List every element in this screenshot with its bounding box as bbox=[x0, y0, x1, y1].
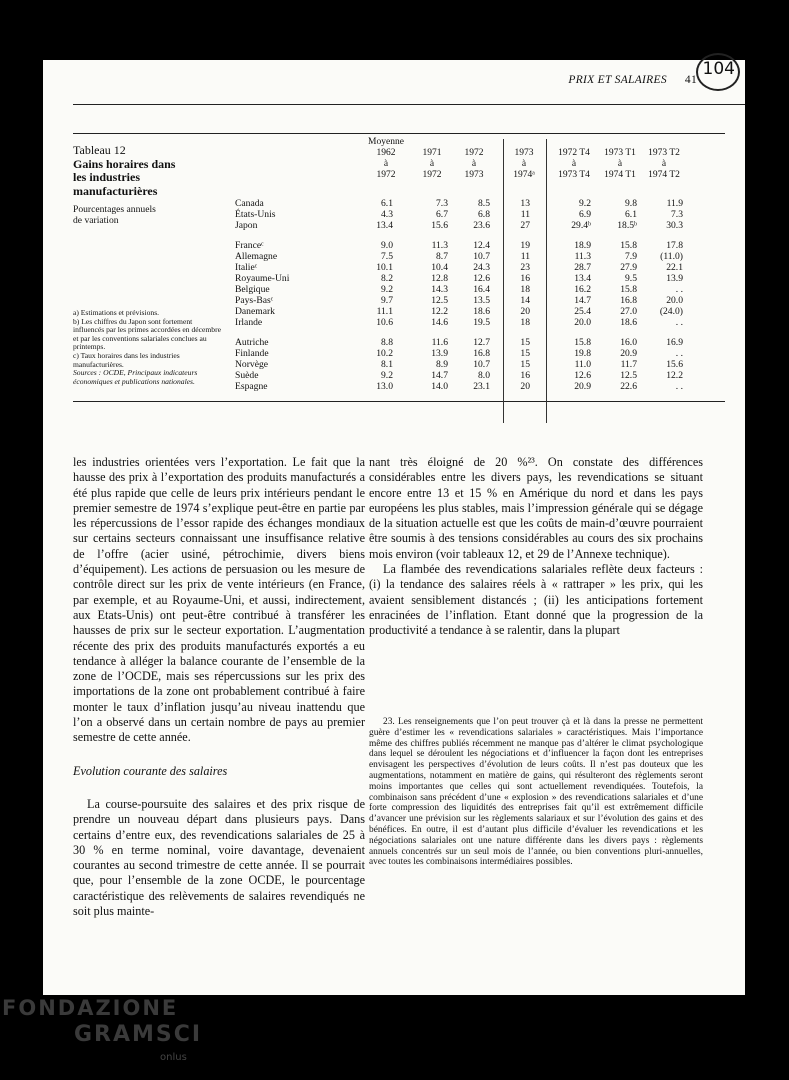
table-cell: 15.8 bbox=[620, 284, 637, 295]
table-bottom-rule bbox=[73, 401, 725, 402]
table-cell: 9.5 bbox=[625, 273, 637, 284]
handwritten-number: 104 bbox=[702, 59, 735, 79]
paragraph: La course-poursuite des salaires et des prix risque de prendre un nouveau départ dans plusieurs pays. Dans certains d’entre eux, des revendications salariales de 25 à 30 % en terme nominal, voire davantage, devenaient courantes au second trimestre de cette année. Il se pourrait que, pour l’ensemble de la zone OCDE, le pourcentage caractéristique des relèvements de salaires revendiqués ne soit plus mainte- bbox=[73, 796, 365, 919]
table-row-country: Belgique bbox=[235, 284, 270, 295]
column-header: Moyenne 1962 à 1972 bbox=[368, 137, 404, 180]
table-cell: 13.9 bbox=[666, 273, 683, 284]
table-cell: 30.3 bbox=[666, 220, 683, 231]
table-cell: 9.7 bbox=[381, 295, 393, 306]
table-cell: 16.9 bbox=[666, 337, 683, 348]
table-cell: 18.9 bbox=[574, 240, 591, 251]
table-cell: 6.7 bbox=[436, 209, 448, 220]
table-row-country: États-Unis bbox=[235, 209, 276, 220]
table-cell: 18.5ᵇ bbox=[617, 220, 637, 231]
table-cell: 9.2 bbox=[579, 198, 591, 209]
table-cell: 12.7 bbox=[473, 337, 490, 348]
table-cell: 18.6 bbox=[620, 317, 637, 328]
section-heading: Evolution courante des salaires bbox=[73, 763, 228, 778]
table-cell: . . bbox=[675, 317, 683, 328]
table-cell: 18 bbox=[520, 317, 530, 328]
table-cell: 11.3 bbox=[431, 240, 448, 251]
table-row-country: Allemagne bbox=[235, 251, 278, 262]
table-cell: 11 bbox=[520, 251, 530, 262]
table-cell: 22.1 bbox=[666, 262, 683, 273]
table-cell: 23.1 bbox=[473, 381, 490, 392]
table-cell: 9.8 bbox=[625, 198, 637, 209]
table-row-country: Autriche bbox=[235, 337, 269, 348]
left-column bbox=[73, 455, 365, 919]
table-row-country: Japon bbox=[235, 220, 258, 231]
table-number: Tableau 12 bbox=[73, 143, 126, 157]
table-row-country: Irlande bbox=[235, 317, 263, 328]
table-cell: 11.9 bbox=[666, 198, 683, 209]
table-row-country: Finlande bbox=[235, 348, 269, 359]
table-cell: . . bbox=[675, 381, 683, 392]
table-cell: 28.7 bbox=[574, 262, 591, 273]
table-cell: 18 bbox=[520, 284, 530, 295]
table-cell: 15 bbox=[520, 337, 530, 348]
table-cell: 13.4 bbox=[376, 220, 393, 231]
table-cell: 6.1 bbox=[381, 198, 393, 209]
table-cell: 13.5 bbox=[473, 295, 490, 306]
table-cell: 23 bbox=[520, 262, 530, 273]
table-cell: 8.8 bbox=[381, 337, 393, 348]
table-cell: 15.8 bbox=[574, 337, 591, 348]
table-cell: 11.7 bbox=[620, 359, 637, 370]
table-cell: 12.6 bbox=[574, 370, 591, 381]
units-line: Pourcentages annuels bbox=[73, 204, 156, 215]
table-cell: 11.1 bbox=[376, 306, 393, 317]
footnote-23 bbox=[369, 717, 703, 868]
table-cell: 7.9 bbox=[625, 251, 637, 262]
page-number: 41 bbox=[684, 74, 697, 86]
table-cell: 25.4 bbox=[574, 306, 591, 317]
footnote-text: 23. Les renseignements que l’on peut trouver çà et là dans la presse ne permettent guère d’estimer les « revendications salariales » caractéristiques. Mais l’importance même des chiffres publiés récemment ne manque pas d’altérer le climat psychologique dans lequel se déroulent les négociations et d’influencer la façon dont les entreprises envisagent les perspectives d’évolution de leurs coûts. Il n’est pas douteux que les augmentations, notamment en matière de gains, qui résulteront des règlements seront moins importantes que celles qui sont actuellement revendiquées. Toutefois, la combinaison sans précédent d’une « explosion » des revendications salariales et d’une forte compression des liquidités des entreprises fait qu’il est extrêmement difficile d’avancer une prévision sur les règlements salariaux et sur l’évolution des gains et des bénéfices. En outre, il est d’autant plus difficile d’évaluer les revendications et les négociations salariales ont une nature différente dans les divers pays : règlements annuels concentrés sur un seul mois de l’année, ou bien conventions pluri-annuelles, avec toutes les combinaisons intermédiaires possibles. bbox=[369, 717, 703, 868]
document-page bbox=[43, 60, 745, 995]
table-cell: . . bbox=[675, 284, 683, 295]
table-cell: 10.1 bbox=[376, 262, 393, 273]
header-rule bbox=[73, 104, 745, 105]
table-cell: 15 bbox=[520, 359, 530, 370]
table-cell: 8.5 bbox=[478, 198, 490, 209]
table-cell: 16.0 bbox=[620, 337, 637, 348]
table-cell: 15 bbox=[520, 348, 530, 359]
running-title: PRIX ET SALAIRES bbox=[568, 74, 667, 86]
table-cell: 7.3 bbox=[436, 198, 448, 209]
handwritten-circle bbox=[696, 53, 740, 91]
table-cell: 20.0 bbox=[574, 317, 591, 328]
table-cell: 10.7 bbox=[473, 251, 490, 262]
table-cell: 13.4 bbox=[574, 273, 591, 284]
table-row-country: Danemark bbox=[235, 306, 275, 317]
table-cell: 14 bbox=[520, 295, 530, 306]
table-cell: 16.8 bbox=[620, 295, 637, 306]
table-cell: 23.6 bbox=[473, 220, 490, 231]
table-cell: 10.2 bbox=[376, 348, 393, 359]
table-cell: 27 bbox=[520, 220, 530, 231]
table-cell: 16.8 bbox=[473, 348, 490, 359]
table-cell: 12.4 bbox=[473, 240, 490, 251]
table-cell: 20.9 bbox=[574, 381, 591, 392]
column-header: 1973 T2 à 1974 T2 bbox=[648, 148, 680, 180]
table-cell: 12.5 bbox=[431, 295, 448, 306]
table-cell: 19.5 bbox=[473, 317, 490, 328]
table-cell: 20.9 bbox=[620, 348, 637, 359]
table-cell: 16 bbox=[520, 273, 530, 284]
footnote-sources: Sources : OCDE, Principaux indicateurs économiques et publications nationales. bbox=[73, 368, 198, 386]
watermark-line: FONDAZIONE bbox=[2, 996, 179, 1020]
table-cell: 6.8 bbox=[478, 209, 490, 220]
table-cell: 10.6 bbox=[376, 317, 393, 328]
table-cell: 11 bbox=[520, 209, 530, 220]
table-cell: . . bbox=[675, 348, 683, 359]
table-cell: 14.7 bbox=[431, 370, 448, 381]
table-cell: 14.0 bbox=[431, 381, 448, 392]
paragraph: La flambée des revendications salariales reflète deux facteurs : (i) la tendance des salaires réels à « rattraper » les prix, qui les avaient sensiblement distancés ; (ii) les anticipations fortement enracinées de l’inflation. Etant donné que la progression de la productivité a tendance à se ralentir, dans la plupart bbox=[369, 562, 703, 638]
table-cell: 14.6 bbox=[431, 317, 448, 328]
table-cell: 12.5 bbox=[620, 370, 637, 381]
table-row-country: Pays-Basᶜ bbox=[235, 295, 274, 306]
table-cell: 27.0 bbox=[620, 306, 637, 317]
table-cell: 15.6 bbox=[666, 359, 683, 370]
table-cell: 10.7 bbox=[473, 359, 490, 370]
table-cell: 18.6 bbox=[473, 306, 490, 317]
table-cell: 8.2 bbox=[381, 273, 393, 284]
table-cell: 20 bbox=[520, 306, 530, 317]
table-cell: 11.6 bbox=[431, 337, 448, 348]
table-cell: 13.9 bbox=[431, 348, 448, 359]
watermark-line: onlus bbox=[160, 1052, 187, 1063]
table-cell: 4.3 bbox=[381, 209, 393, 220]
table-cell: 6.9 bbox=[579, 209, 591, 220]
table-cell: 15.6 bbox=[431, 220, 448, 231]
table-cell: 22.6 bbox=[620, 381, 637, 392]
table-divider-2 bbox=[546, 139, 547, 423]
table-cell: 8.9 bbox=[436, 359, 448, 370]
table-subtitle-line: les industries bbox=[73, 170, 141, 184]
table-title bbox=[73, 144, 233, 198]
running-header bbox=[568, 74, 697, 86]
table-cell: 19 bbox=[520, 240, 530, 251]
column-header: 1972 à 1973 bbox=[464, 148, 484, 180]
table-cell: 8.7 bbox=[436, 251, 448, 262]
table-subtitle-line: manufacturières bbox=[73, 183, 158, 198]
table-cell: 8.0 bbox=[478, 370, 490, 381]
table-cell: 14.3 bbox=[431, 284, 448, 295]
paragraph: nant très éloigné de 20 %²³. On constate des différences considérables entre les divers pays, les revendications se situant encore entre 13 et 15 % en Amérique du nord et dans les pays européens les plus stables, mais l’impression générale qui se dégage de la situation actuelle est que les coûts de main-d’œuvre pourraient être soumis à des tensions considérables au cours des six prochains mois environ (voir tableaux 12, et 29 de l’Annexe technique). bbox=[369, 455, 703, 561]
column-header: 1973 T1 à 1974 T1 bbox=[604, 148, 636, 180]
table-row-country: Franceᶜ bbox=[235, 240, 264, 251]
table-cell: 13.0 bbox=[376, 381, 393, 392]
table-cell: 7.3 bbox=[671, 209, 683, 220]
table-row-country: Italieᶜ bbox=[235, 262, 258, 273]
table-row-country: Suède bbox=[235, 370, 259, 381]
table-cell: 12.6 bbox=[473, 273, 490, 284]
table-cell: 10.4 bbox=[431, 262, 448, 273]
table-cell: (11.0) bbox=[660, 251, 683, 262]
table-units bbox=[73, 204, 213, 226]
table-cell: 29.4ᵇ bbox=[571, 220, 591, 231]
table-row-country: Espagne bbox=[235, 381, 268, 392]
table-cell: 9.2 bbox=[381, 370, 393, 381]
handwritten-annotation bbox=[703, 59, 735, 79]
table-cell: 13 bbox=[520, 198, 530, 209]
column-header: 1972 T4 à 1973 T4 bbox=[558, 148, 590, 180]
table-row-country: Royaume-Uni bbox=[235, 273, 290, 284]
table-footnotes bbox=[73, 309, 223, 386]
table-cell: 19.8 bbox=[574, 348, 591, 359]
table-cell: 24.3 bbox=[473, 262, 490, 273]
table-cell: 9.2 bbox=[381, 284, 393, 295]
table-top-rule bbox=[73, 133, 725, 134]
footnote: b) Les chiffres du Japon sont fortement influencés par les primes accordées en décembre et par les conventions salariales conclues au printemps. bbox=[73, 316, 222, 352]
table-row-country: Norvège bbox=[235, 359, 269, 370]
right-column bbox=[369, 455, 703, 639]
table-cell: 20.0 bbox=[666, 295, 683, 306]
watermark-line: GRAMSCI bbox=[74, 1022, 203, 1047]
column-header: 1973 à 1974ᵃ bbox=[513, 148, 535, 180]
table-cell: 14.7 bbox=[574, 295, 591, 306]
footnote: c) Taux horaires dans les industries manufacturières. bbox=[73, 350, 180, 369]
table-cell: 12.2 bbox=[431, 306, 448, 317]
table-cell: 12.2 bbox=[666, 370, 683, 381]
paragraph: les industries orientées vers l’exportation. Le fait que la hausse des prix à l’exportation des produits manufacturés a été plus rapide que celle de leurs prix intérieurs pendant le premier semestre de 1974 s’explique peut-être en partie par les répercussions de l’essor rapide des échanges mondiaux sur certains secteurs connaissant une insuffisance relative de l’offre (acier usiné, pétrochimie, divers biens d’équipement). Les actions de persuasion ou les mesure de contrôle direct sur les prix de vente intérieurs (en France, par exemple, et au Royaume-Uni, et aussi, indirectement, aux Etats-Unis) ont peut-être contribué à transférer les hausses de prix sur le secteur exportation. L’augmentation récente des prix des produits manufacturés exportés a eu tendance à alléger la balance courante de l’ensemble de la zone de l’OCDE, mais ses répercussions sur les prix des importations de la zone ont probablement contribué à faire monter le taux d’inflation jusqu’au niveau inattendu que l’on a observé dans un certain nombre de pays au premier semestre de cette année. bbox=[73, 455, 365, 745]
column-header: 1971 à 1972 bbox=[422, 148, 442, 180]
table-cell: 7.5 bbox=[381, 251, 393, 262]
table-cell: 11.3 bbox=[574, 251, 591, 262]
table-cell: 20 bbox=[520, 381, 530, 392]
table-subtitle-line: Gains horaires dans bbox=[73, 156, 176, 171]
table-row-country: Canada bbox=[235, 198, 264, 209]
table-cell: 27.9 bbox=[620, 262, 637, 273]
watermark-logo bbox=[0, 992, 260, 1080]
table-cell: (24.0) bbox=[659, 306, 683, 317]
units-line: de variation bbox=[73, 215, 119, 226]
footnote: a) Estimations et prévisions. bbox=[73, 308, 160, 317]
table-cell: 8.1 bbox=[381, 359, 393, 370]
table-cell: 12.8 bbox=[431, 273, 448, 284]
table-cell: 9.0 bbox=[381, 240, 393, 251]
table-cell: 11.0 bbox=[574, 359, 591, 370]
table-cell: 16.2 bbox=[574, 284, 591, 295]
table-cell: 16.4 bbox=[473, 284, 490, 295]
table-cell: 16 bbox=[520, 370, 530, 381]
table-cell: 6.1 bbox=[625, 209, 637, 220]
table-cell: 17.8 bbox=[666, 240, 683, 251]
table-cell: 15.8 bbox=[620, 240, 637, 251]
